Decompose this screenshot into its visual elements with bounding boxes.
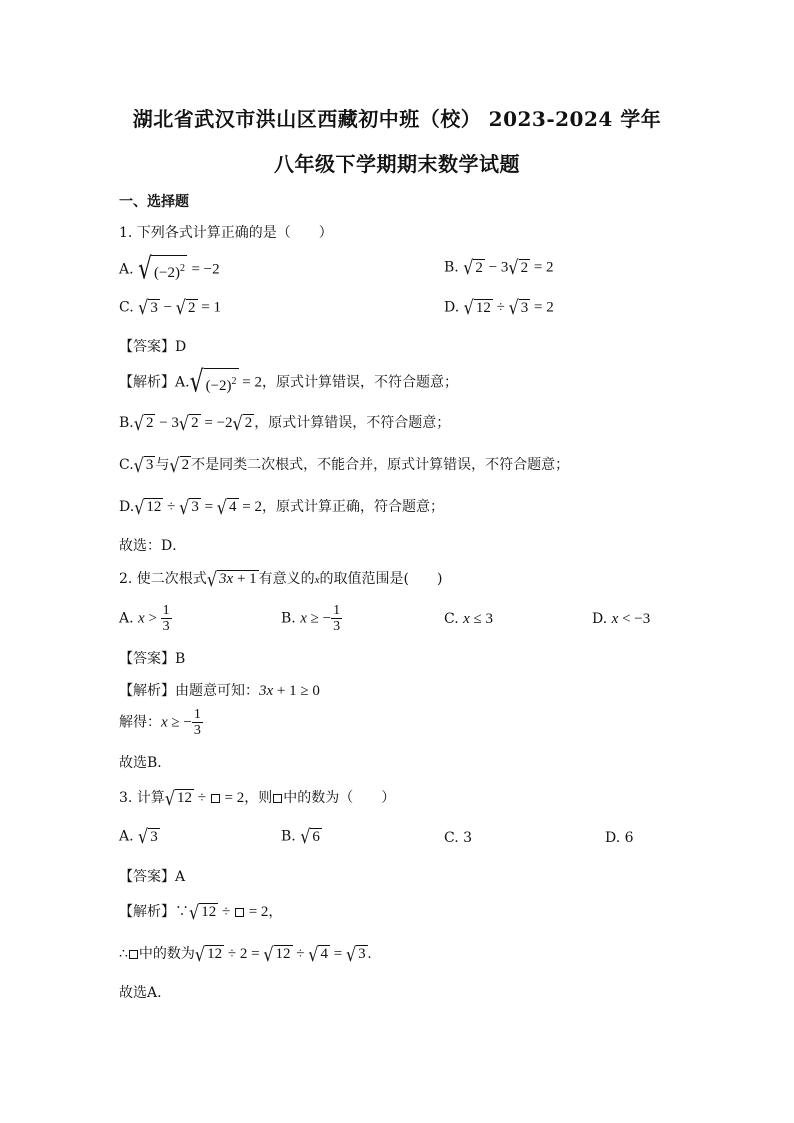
question-2-stem: 2. 使二次根式√ 3x + 1 有意义的x的取值范围是( ) bbox=[119, 567, 443, 591]
q3-option-c: C. 3 bbox=[444, 830, 473, 846]
q2-option-d: D. x < −3 bbox=[592, 611, 651, 627]
blank-box bbox=[273, 794, 282, 803]
q2-option-c: C. x ≤ 3 bbox=[444, 611, 494, 627]
q3-analysis: 【解析】∵√ 12 ÷ = 2， bbox=[119, 900, 283, 924]
q1-option-c: C. √ 3 − √ 2 = 1 bbox=[119, 296, 221, 319]
q2-option-b: B. x ≥ − $\frac{1}{3}$ bbox=[281, 603, 341, 634]
question-3-stem: 3. 计算√ 12 ÷ = 2，则 中的数为（ ） bbox=[119, 786, 396, 810]
q3-answer: 【答案】A bbox=[119, 869, 186, 885]
q1-option-a: A. √ $(-2)^2 = -2$ bbox=[119, 252, 220, 287]
q2-conclusion: 故选B． bbox=[119, 755, 172, 771]
sqrt-expression: √ $(-2)^2$ bbox=[138, 252, 185, 287]
section-heading: 一、选择题 bbox=[119, 194, 189, 210]
q3-option-a: A. √ 3 bbox=[119, 825, 158, 848]
q1-analysis-b: B.√ 2 − 3√ 2 = −2√ 2 ，原式计算错误，不符合题意； bbox=[119, 411, 451, 435]
page-title: 湖北省武汉市洪山区西藏初中班（校） 2023-2024 学年 bbox=[132, 107, 662, 131]
option-label: C. bbox=[119, 299, 134, 316]
option-label: A. bbox=[119, 261, 134, 278]
q1-conclusion: 故选：D． bbox=[119, 538, 187, 554]
q2-solution: 解得：x ≥ − $\frac{1}{3}$ bbox=[119, 707, 201, 738]
q1-option-b: B. √ 2 − 3√ 2 = 2 bbox=[444, 256, 554, 279]
q3-option-b: B. √ 6 bbox=[281, 825, 320, 848]
q1-analysis-a: 【解析】A.√ $(-2)^2 = 2$，原式计算错误，不符合题意； bbox=[119, 365, 459, 400]
option-label: D. bbox=[444, 299, 460, 316]
q1-analysis-d: D.√ 12 ÷ √ 3 = √ 4 = 2，原式计算正确，符合题意； bbox=[119, 495, 444, 519]
option-label: B. bbox=[444, 259, 459, 276]
q2-answer: 【答案】B bbox=[119, 651, 186, 667]
q3-therefore: ∴ 中的数为√ 12 ÷ 2 = √ 12 ÷ √ 4 = √ 3 . bbox=[119, 942, 372, 966]
q2-analysis: 【解析】由题意可知：3x + 1 ≥ 0 bbox=[119, 683, 320, 699]
q1-option-d: D. √ 12 ÷ √ 3 = 2 bbox=[444, 296, 554, 319]
q3-option-d: D. 6 bbox=[605, 830, 634, 846]
question-1-stem: 1. 下列各式计算正确的是（ ） bbox=[119, 225, 333, 241]
page-subtitle: 八年级下学期期末数学试题 bbox=[274, 152, 520, 176]
q1-answer: 【答案】D bbox=[119, 339, 187, 355]
blank-box bbox=[211, 794, 220, 803]
q2-option-a: A. x > $\frac{1}{3}$ bbox=[119, 603, 170, 634]
q1-analysis-c: C.√ 3 与√ 2 不是同类二次根式，不能合并，原式计算错误，不符合题意； bbox=[119, 453, 570, 477]
q3-conclusion: 故选A. bbox=[119, 985, 162, 1001]
